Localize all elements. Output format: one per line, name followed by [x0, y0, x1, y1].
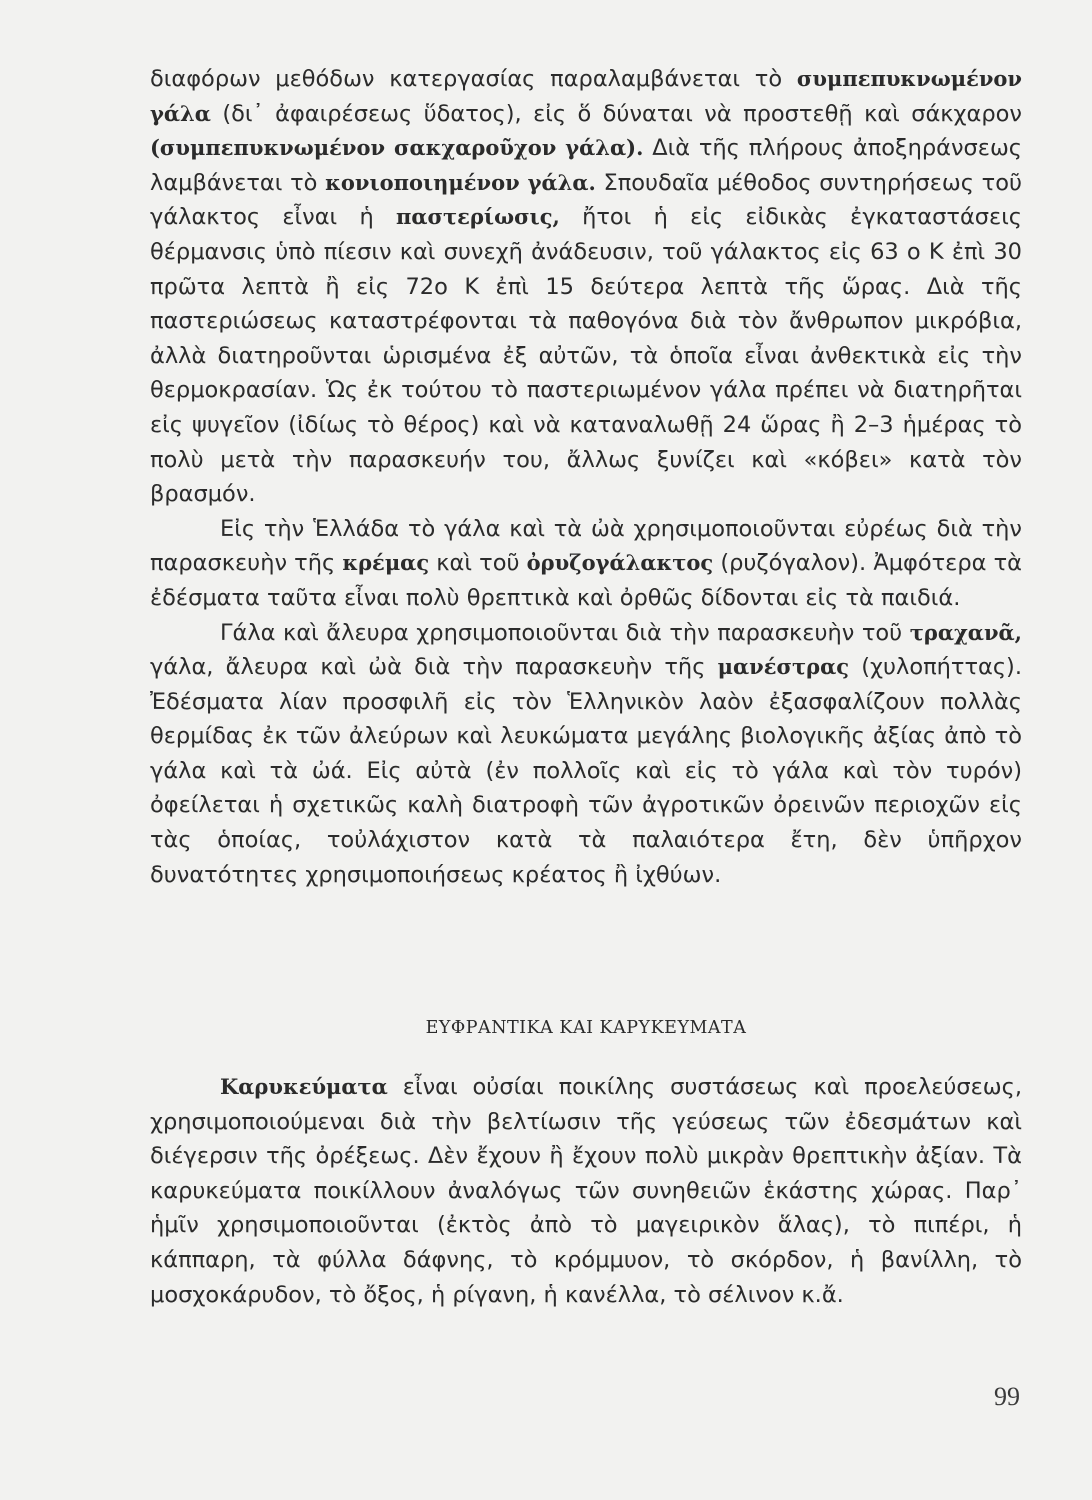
bold-term: κρέμας [342, 550, 430, 576]
lower-text-block [150, 1070, 1022, 1312]
upper-text-block [150, 62, 1022, 892]
text-run: (δι᾽ ἀφαιρέσεως ὕδατος), εἰς ὅ δύναται νὰ προστεθῇ καὶ σάκχαρον [210, 100, 1022, 127]
bold-term: τραχανᾶ, [909, 619, 1022, 645]
text-run: εἶναι οὐσίαι ποικίλης συστάσεως καὶ προελεύσεως, χρησιμοποιούμεναι διὰ τὴν βελτίωσιν τῆς γεύσεως τῶν ἐδεσμάτων καὶ διέγερσιν τῆς ὀρέξεως. Δὲν ἔχουν ἢ ἔχουν πολὺ μικρὰν θρεπτικὴν ἀξίαν. Τὰ καρυκεύματα ποικίλλουν ἀναλόγως τῶν συνηθειῶν ἑκάστης χώρας. Παρ᾽ ἡμῖν χρησιμοποιοῦνται (ἐκτὸς ἀπὸ τὸ μαγειρικὸν ἅλας), τὸ πιπέρι, ἡ κάππαρη, τὰ φύλλα δάφνης, τὸ κρόμμυον, τὸ σκόρδον, ἡ βανίλλη, τὸ μοσχοκάρυδον, τὸ ὄξος, ἡ ρίγανη, ἡ κανέλλα, τὸ σέλινον κ.ἄ. [150, 1074, 1022, 1308]
page-number: 99 [994, 1382, 1020, 1411]
text-run: Γάλα καὶ ἄλευρα χρησιμοποιοῦνται διὰ τὴν παρασκευὴν τοῦ [220, 619, 910, 646]
paragraph-cream-rice-pudding [150, 512, 1022, 616]
text-run: Εἰς τὴν Ἑλλάδα τὸ γάλα καὶ τὰ ὠὰ χρησιμοποιοῦνται εὐρέως διὰ τὴν παρασκευὴν τῆς [150, 515, 1022, 577]
text-run: (ρυζόγαλον). Ἀμφότερα τὰ ἐδέσματα ταῦτα εἶναι πολὺ θρεπτικὰ καὶ ὀρθῶς δίδονται εἰς τὰ παιδιά. [150, 550, 1022, 611]
bold-term: Καρυκεύματα [220, 1074, 388, 1099]
bold-term: μανέστρας [717, 654, 850, 680]
text-run: Σπουδαῖα μέθοδος συντηρήσεως τοῦ γάλακτος εἶναι ἡ [150, 169, 1022, 231]
text-run: ἤτοι ἡ εἰς εἰδικὰς ἐγκαταστάσεις θέρμανσις ὑπὸ πίεσιν καὶ συνεχῆ ἀνάδευσιν, τοῦ γάλακτος εἰς 63 ο Κ ἐπὶ 30 πρῶτα λεπτὰ ἢ εἰς 72ο Κ ἐπὶ 15 δεύτερα λεπτὰ τῆς ὥρας. Διὰ τῆς παστεριώσεως καταστρέφονται τὰ παθογόνα διὰ τὸν ἄνθρωπον μικρόβια, ἀλλὰ διατηροῦνται ὡρισμένα ἐξ αὐτῶν, τὰ ὁποῖα εἶναι ἀνθεκτικὰ εἰς τὴν θερμοκρασίαν. Ὡς ἐκ τούτου τὸ παστεριωμένον γάλα πρέπει νὰ διατηρῆται εἰς ψυγεῖον (ἰδίως τὸ θέρος) καὶ νὰ καταναλωθῇ 24 ὥρας ἢ 2–3 ἡμέρας τὸ πολὺ μετὰ τὴν παρασκευήν του, ἄλλως ξυνίζει καὶ «κόβει» κατὰ τὸν βρασμόν. [150, 204, 1023, 508]
section-heading: ΕΥΦΡΑΝΤΙΚΑ ΚΑΙ ΚΑΡΥΚΕΥΜΑΤΑ [425, 1018, 747, 1038]
text-run: Διὰ τῆς πλήρους ἀποξηράνσεως λαμβάνεται τὸ [150, 135, 1022, 196]
bold-term: παστερίωσις, [396, 204, 560, 230]
bold-term: κονιοποιημένον γάλα. [325, 169, 596, 195]
text-run: διαφόρων μεθόδων κατεργασίας παραλαμβάνεται τὸ [150, 66, 797, 92]
text-run: (χυλοπήττας). Ἐδέσματα λίαν προσφιλῆ εἰς τὸν Ἑλληνικὸν λαὸν ἐξασφαλίζουν πολλὰς θερμίδας ἐκ τῶν ἀλεύρων καὶ λευκώματα μεγάλης βιολογικῆς ἀξίας ἀπὸ τὸ γάλα καὶ τὰ ὠά. Εἰς αὐτὰ (ἐν πολλοῖς καὶ εἰς τὸ γάλα καὶ τὸν τυρόν) ὀφείλεται ἡ σχετικῶς καλὴ διατροφὴ τῶν ἀγροτικῶν ὀρεινῶν περιοχῶν εἰς τὰς ὁποίας, τοὐλάχιστον κατὰ τὰ παλαιότερα ἔτη, δὲν ὑπῆρχον δυνατότητες χρησιμοποιήσεως κρέατος ἢ ἰχθύων. [150, 654, 1022, 888]
bold-term: συμπεπυκνωμένον γάλα [150, 66, 1022, 126]
paragraph-condiments [150, 1070, 1022, 1312]
text-run: καὶ τοῦ [429, 550, 527, 577]
text-run: γάλα, ἄλευρα καὶ ὠὰ διὰ τὴν παρασκευὴν τῆς [150, 654, 718, 681]
bold-term: ὀρυζογάλακτος [526, 550, 714, 576]
paragraph-trahana-manestra [150, 616, 1022, 893]
paragraph-pasteurization [150, 62, 1022, 512]
bold-term: (συμπεπυκνωμένον σακχαροῦχον γάλα). [150, 135, 644, 161]
